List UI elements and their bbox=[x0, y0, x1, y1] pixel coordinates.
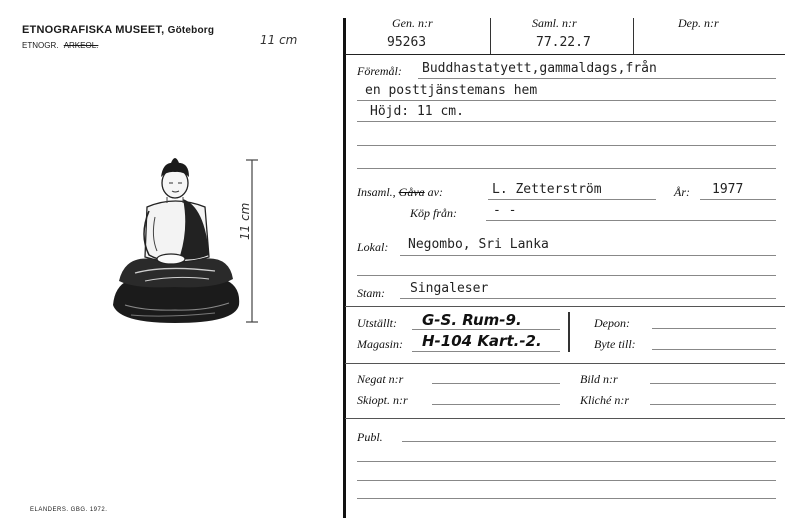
foremal-line-2: en posttjänstemans hem bbox=[365, 83, 538, 98]
lokal-rule bbox=[400, 255, 776, 256]
department-label: ETNOGR. bbox=[22, 41, 59, 50]
depon-label: Depon: bbox=[594, 316, 630, 330]
bild-rule bbox=[650, 383, 776, 384]
magasin-rule bbox=[412, 351, 560, 352]
kliche-label: Kliché n:r bbox=[580, 393, 629, 407]
foremal-line-3: Höjd: 11 cm. bbox=[370, 104, 464, 119]
museum-city: Göteborg bbox=[167, 25, 215, 36]
stam-value: Singaleser bbox=[410, 281, 489, 296]
skiopt-label: Skiopt. n:r bbox=[357, 393, 408, 407]
insaml-struck: Gåva bbox=[398, 185, 425, 199]
card-left-border bbox=[343, 18, 346, 518]
magasin-value: H-104 Kart.-2. bbox=[422, 332, 542, 350]
foremal-label: Föremål: bbox=[357, 64, 402, 78]
publ-rule-4 bbox=[357, 498, 776, 499]
dep-nr-label: Dep. n:r bbox=[678, 16, 719, 30]
header-sep-1 bbox=[490, 18, 491, 54]
buddha-statuette-drawing bbox=[105, 155, 245, 330]
department-line bbox=[22, 41, 98, 50]
lokal-rule-2 bbox=[357, 275, 776, 276]
header-divider bbox=[345, 54, 785, 55]
printer-imprint: ELANDERS. GBG. 1972. bbox=[30, 507, 108, 513]
byte-label: Byte till: bbox=[594, 337, 636, 351]
size-note-side: 11 cm bbox=[238, 202, 252, 240]
stam-label: Stam: bbox=[357, 286, 385, 300]
stam-rule bbox=[400, 298, 776, 299]
saml-nr-label: Saml. n:r bbox=[532, 16, 577, 30]
gen-nr-value: 95263 bbox=[387, 35, 427, 50]
kop-label: Köp från: bbox=[410, 206, 458, 220]
insaml-av: av: bbox=[427, 185, 443, 199]
insaml-rule bbox=[488, 199, 656, 200]
publ-rule-2 bbox=[357, 461, 776, 462]
lokal-value: Negombo, Sri Lanka bbox=[408, 237, 549, 252]
section-divider-1 bbox=[345, 306, 785, 307]
utstallt-label: Utställt: bbox=[357, 316, 398, 330]
insaml-value: L. Zetterström bbox=[492, 182, 602, 197]
foremal-rule-2 bbox=[357, 100, 776, 101]
ar-value: 1977 bbox=[712, 182, 744, 197]
foremal-rule-3 bbox=[357, 121, 776, 122]
depon-rule bbox=[652, 328, 776, 329]
insaml-label bbox=[357, 185, 443, 200]
foremal-rule-4 bbox=[357, 145, 776, 146]
foremal-rule-1 bbox=[418, 78, 776, 79]
publ-label: Publ. bbox=[357, 430, 383, 444]
museum-header bbox=[22, 24, 214, 36]
department-struck: ARKEOL. bbox=[63, 41, 99, 50]
lokal-label: Lokal: bbox=[357, 240, 389, 254]
publ-rule-3 bbox=[357, 480, 776, 481]
kop-value: - - bbox=[493, 203, 517, 218]
kliche-rule bbox=[650, 404, 776, 405]
gen-nr-label: Gen. n:r bbox=[392, 16, 433, 30]
height-measure-line bbox=[240, 158, 264, 326]
section-divider-3 bbox=[345, 418, 785, 419]
saml-nr-value: 77.22.7 bbox=[536, 35, 591, 50]
museum-name: ETNOGRAFISKA MUSEET, bbox=[22, 24, 165, 36]
byte-rule bbox=[652, 349, 776, 350]
insaml-label-text: Insaml., bbox=[357, 185, 396, 199]
negat-rule bbox=[432, 383, 560, 384]
publ-rule-1 bbox=[402, 441, 776, 442]
magasin-label: Magasin: bbox=[357, 337, 403, 351]
skiopt-rule bbox=[432, 404, 560, 405]
foremal-rule-5 bbox=[357, 168, 776, 169]
utstallt-value: G-S. Rum-9. bbox=[422, 311, 522, 329]
foremal-line-1: Buddhastatyett,gammaldags,från bbox=[422, 61, 657, 76]
ar-rule bbox=[700, 199, 776, 200]
storage-sep bbox=[568, 312, 570, 352]
bild-label: Bild n:r bbox=[580, 372, 618, 386]
ar-label: År: bbox=[674, 185, 690, 199]
utstallt-rule bbox=[412, 329, 560, 330]
size-note-top: 11 cm bbox=[260, 33, 298, 47]
header-sep-2 bbox=[633, 18, 634, 54]
negat-label: Negat n:r bbox=[357, 372, 404, 386]
section-divider-2 bbox=[345, 363, 785, 364]
kop-rule bbox=[486, 220, 776, 221]
